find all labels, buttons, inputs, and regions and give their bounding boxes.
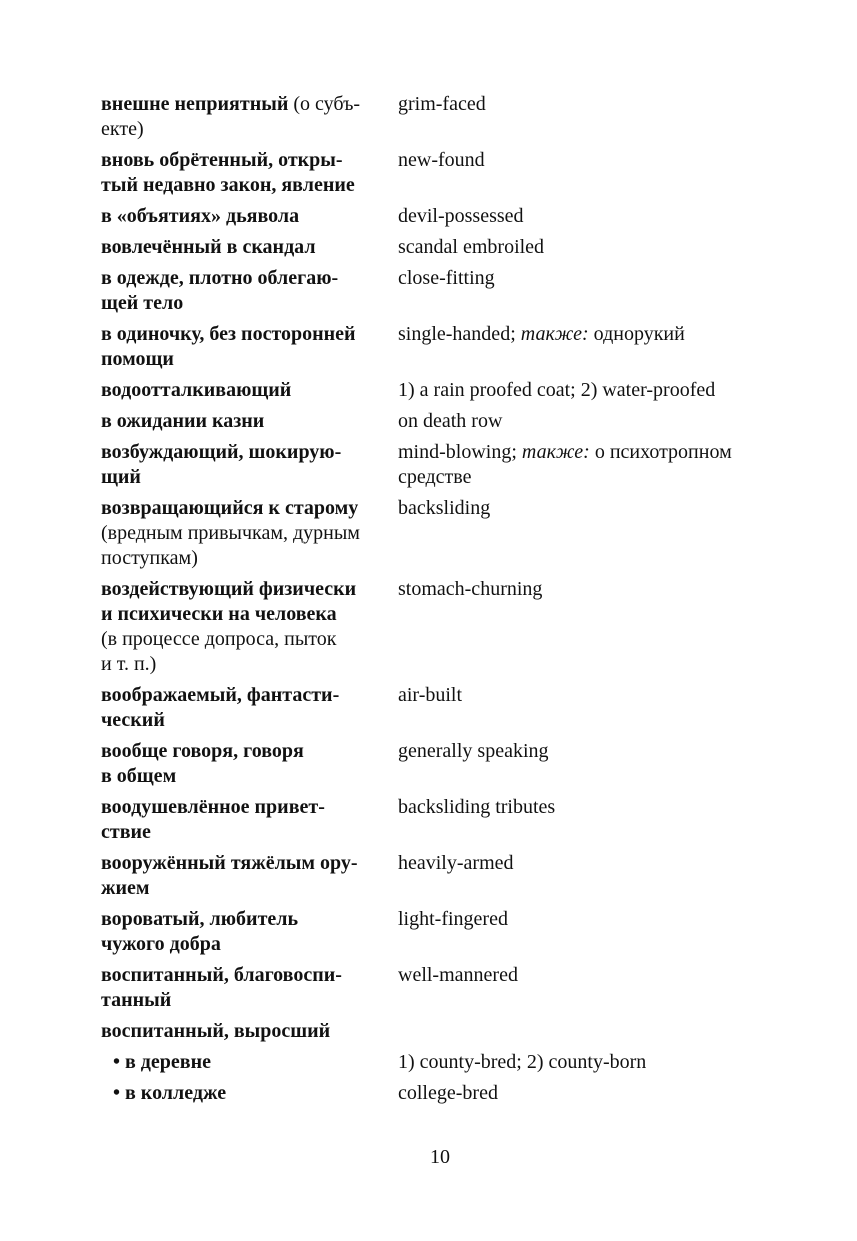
term-headword: вообще говоря, говоря в общем: [101, 740, 304, 787]
glossary-entry: [101, 440, 801, 490]
term-note: (в процессе допроса, пыток и т. п.): [101, 628, 337, 675]
glossary-entry: [101, 235, 801, 260]
russian-term: [101, 266, 398, 316]
english-translation: single-handed; также: однорукий: [398, 323, 685, 345]
term-note: (вредным привычкам, дурным поступкам): [101, 522, 360, 569]
russian-term: [101, 795, 398, 845]
russian-term: [101, 204, 398, 229]
term-headword: возбуждающий, шокирую- щий: [101, 441, 342, 488]
english-translation: heavily-armed: [398, 852, 514, 874]
glossary-entry: [101, 496, 801, 571]
term-headword: воспитанный, выросший: [101, 1020, 331, 1042]
glossary-entry: [101, 907, 801, 957]
term-headword: воодушевлённое привет- ствие: [101, 796, 325, 843]
russian-term: [101, 322, 398, 372]
term-headword: в «объятиях» дьявола: [101, 205, 300, 227]
term-headword: водоотталкивающий: [101, 379, 292, 401]
term-headword: воображаемый, фантасти- ческий: [101, 684, 340, 731]
term-headword: внешне неприятный: [101, 93, 289, 115]
term-headword: в одежде, плотно облегаю- щей тело: [101, 267, 339, 314]
russian-term: [101, 739, 398, 789]
glossary-entry: [101, 795, 801, 845]
english-translation: new-found: [398, 149, 485, 171]
english-translation: on death row: [398, 410, 503, 432]
russian-term: [101, 577, 398, 677]
english-translation: light-fingered: [398, 908, 508, 930]
glossary-entry: [101, 739, 801, 789]
english-translation: air-built: [398, 684, 463, 706]
glossary-entry: [101, 409, 801, 434]
term-headword: вовлечённый в скандал: [101, 236, 316, 258]
glossary-entry: [101, 378, 801, 403]
english-translation: close-fitting: [398, 267, 495, 289]
term-headword: вооружённый тяжёлым ору- жием: [101, 852, 358, 899]
russian-term: [101, 235, 398, 260]
english-translation: generally speaking: [398, 740, 549, 762]
glossary-entry: [101, 851, 801, 901]
glossary-entry: [101, 683, 801, 733]
glossary-subentry: [101, 1081, 801, 1106]
english-translation: [398, 1019, 801, 1044]
english-translation: stomach-churning: [398, 578, 543, 600]
glossary-entry: [101, 963, 801, 1013]
english-translation: scandal embroiled: [398, 236, 545, 258]
term-headword: в ожидании казни: [101, 410, 265, 432]
term-headword: возвращающийся к старому: [101, 497, 359, 519]
russian-term: [101, 92, 398, 142]
russian-term: [101, 148, 398, 198]
russian-term: [101, 851, 398, 901]
glossary-entry: [101, 1019, 801, 1044]
glossary-entries: [101, 92, 801, 1106]
english-translation: backsliding: [398, 497, 491, 519]
term-note: (о субъ- екте): [101, 93, 361, 140]
russian-term: [101, 378, 398, 403]
russian-subterm: • в деревне: [113, 1051, 211, 1073]
glossary-entry: [101, 577, 801, 677]
term-headword: воздействующий физически и психически на человека: [101, 578, 357, 625]
russian-term: [101, 440, 398, 490]
glossary-entry: [101, 148, 801, 198]
term-headword: вновь обрётенный, откры- тый недавно закон, явление: [101, 149, 355, 196]
term-headword: в одиночку, без посторонней помощи: [101, 323, 356, 370]
page-number: 10: [430, 1146, 450, 1168]
russian-term: [101, 963, 398, 1013]
english-translation: 1) county-bred; 2) county-born: [398, 1051, 647, 1073]
russian-term: [101, 496, 398, 571]
term-headword: вороватый, любитель чужого добра: [101, 908, 299, 955]
russian-term: [101, 907, 398, 957]
glossary-entry: [101, 204, 801, 229]
translation-note-label: также:: [520, 323, 589, 345]
russian-term: [101, 1019, 398, 1044]
english-translation: backsliding tributes: [398, 796, 556, 818]
glossary-entry: [101, 92, 801, 142]
glossary-subentry: [101, 1050, 801, 1075]
russian-term: [101, 409, 398, 434]
glossary-entry: [101, 322, 801, 372]
english-translation: mind-blowing; также: о психотропном средстве: [398, 441, 732, 488]
english-translation: devil-possessed: [398, 205, 524, 227]
russian-term: [101, 683, 398, 733]
translation-note-label: также:: [521, 441, 590, 463]
english-translation: grim-faced: [398, 93, 486, 115]
english-translation: 1) a rain proofed coat; 2) water-proofed: [398, 379, 716, 401]
russian-subterm: • в колледже: [113, 1082, 227, 1104]
glossary-entry: [101, 266, 801, 316]
english-translation: college-bred: [398, 1082, 498, 1104]
english-translation: well-mannered: [398, 964, 518, 986]
term-headword: воспитанный, благовоспи- танный: [101, 964, 342, 1011]
